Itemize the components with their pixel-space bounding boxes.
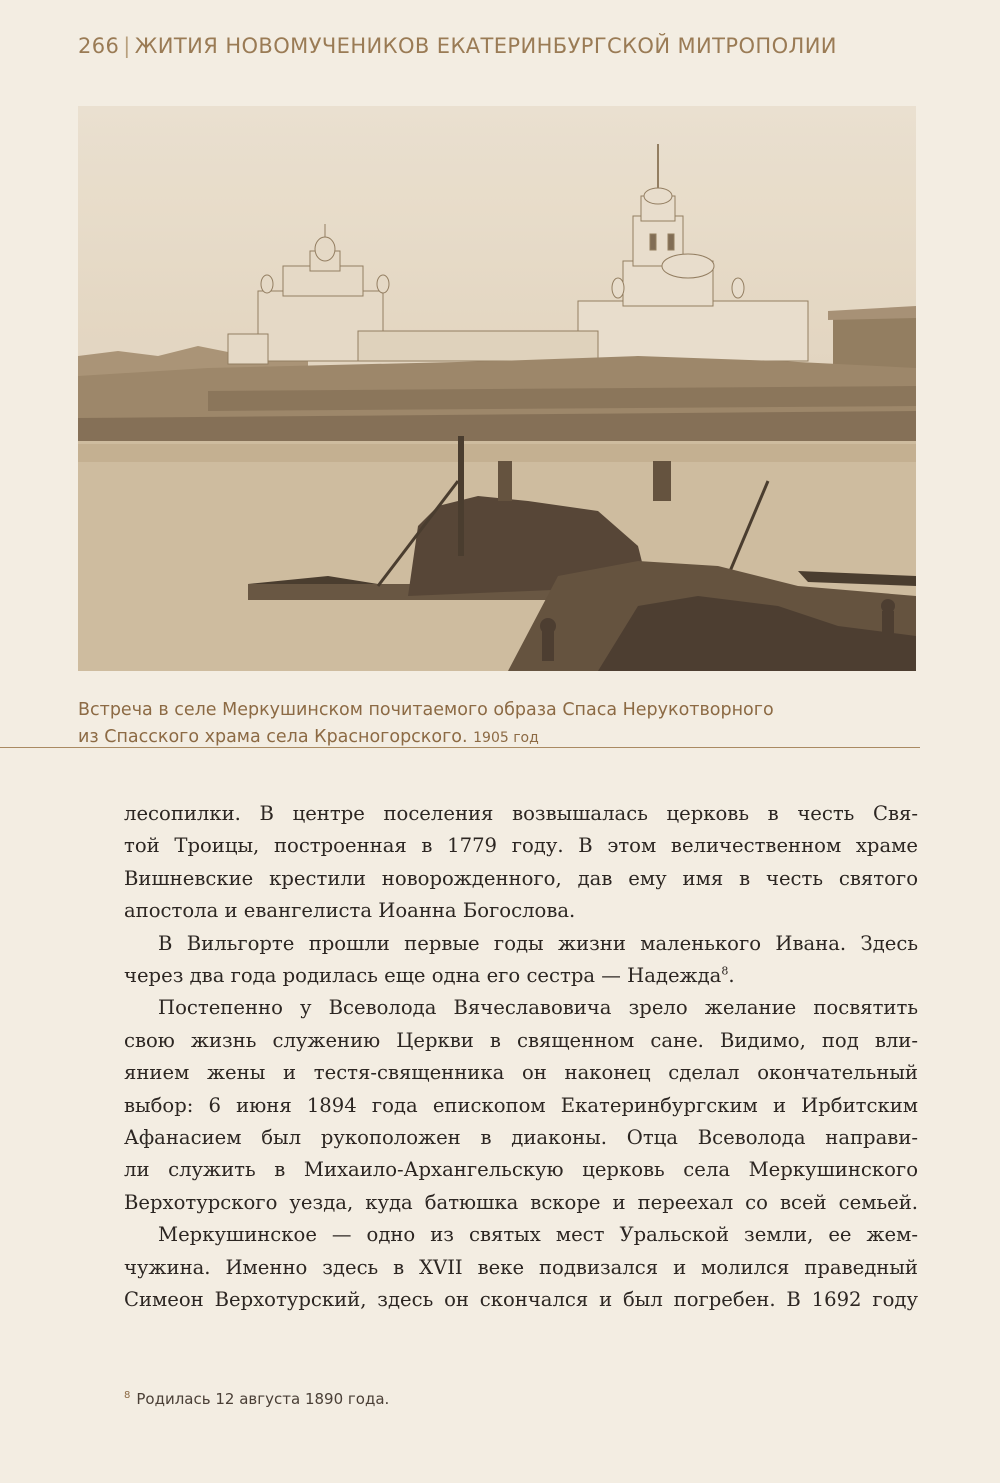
main-text	[124, 798, 918, 1317]
text-line: лесопилки. В центре поселения возвышалась церковь в честь Свя-	[124, 802, 918, 825]
footnote-ref: 8	[721, 964, 729, 978]
footnote-mark: 8	[124, 1390, 131, 1401]
caption-line-1: Встреча в селе Меркушинском почитаемого образа Спаса Нерукотворного	[78, 700, 774, 720]
text-line: янием жены и тестя-священника он наконец сделал окончательный	[124, 1061, 918, 1085]
text-line-content: через два года родилась еще одна его сестра — Надежда	[124, 964, 722, 988]
caption-divider	[0, 747, 920, 748]
photo-caption	[78, 697, 938, 752]
text-line: через два года родилась еще одна его сестра — Надежда$^8$.	[124, 964, 735, 988]
header-separator: |	[123, 34, 131, 58]
caption-year: 1905 год	[473, 730, 539, 746]
text-line: В Вильгорте прошли первые годы жизни маленького Ивана. Здесь	[158, 931, 918, 955]
text-line: Верхотурского уезда, куда батюшка вскоре и переехал со всей семьей.	[124, 1190, 918, 1214]
text-line: апостола и евангелиста Иоанна Богослова.	[124, 899, 576, 923]
sepia-photograph	[78, 106, 916, 671]
text-line: той Троицы, построенная в 1779 году. В этом величественном храме	[124, 834, 918, 858]
text-line: Меркушинское — одно из святых мест Уральской земли, ее жем-	[158, 1223, 918, 1247]
text-line: выбор: 6 июня 1894 года епископом Екатеринбургским и Ирбитским	[124, 1093, 918, 1117]
book-title: ЖИТИЯ НОВОМУЧЕНИКОВ ЕКАТЕРИНБУРГСКОЙ МИТРОПОЛИИ	[134, 34, 837, 58]
text-line: Афанасием был рукоположен в диаконы. Отца Всеволода направи-	[124, 1126, 918, 1150]
text-line: чужина. Именно здесь в XVII веке подвизался и молился праведный	[124, 1255, 918, 1279]
footnote	[124, 1390, 918, 1408]
text-line: Постепенно у Всеволода Вячеславовича зрело желание посвятить	[158, 996, 918, 1020]
running-head	[78, 34, 938, 58]
text-line: Вишневские крестили новорожденного, дав ему имя в честь святого	[124, 866, 918, 890]
text-line: свою жизнь служению Церкви в священном сане. Видимо, под вли-	[124, 1028, 918, 1052]
text-line: Симеон Верхотурский, здесь он скончался и был погребен. В 1692 году	[124, 1288, 918, 1312]
text-line: ли служить в Михаило-Архангельскую церковь села Меркушинского	[124, 1158, 918, 1182]
page-number: 266	[78, 34, 120, 58]
caption-line-2-text: из Спасского храма села Красногорского.	[78, 727, 468, 747]
footnote-text: Родилась 12 августа 1890 года.	[136, 1390, 390, 1408]
